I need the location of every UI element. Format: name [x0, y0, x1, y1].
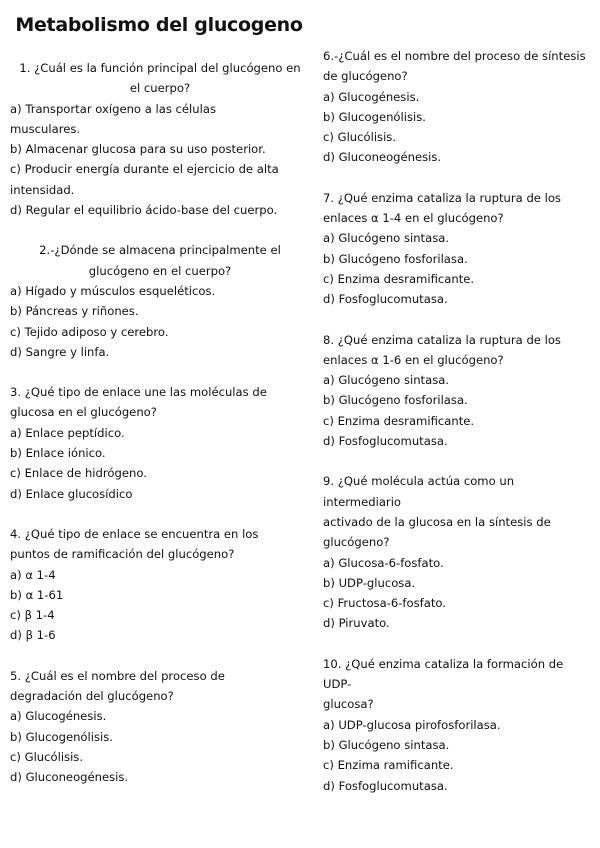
- question-block: [323, 330, 593, 452]
- answer-option: b) Glucógeno fosforilasa.: [323, 393, 468, 408]
- left-question-column: [10, 58, 310, 808]
- question-text: glucógeno?: [323, 535, 390, 550]
- answer-option: b) Enlace iónico.: [10, 446, 106, 461]
- question-text: 5. ¿Cuál es el nombre del proceso de: [10, 668, 225, 683]
- question-block: [10, 666, 310, 788]
- answer-option: b) Almacenar glucosa para su uso posterior.: [10, 142, 266, 157]
- answer-option: a) Enlace peptídico.: [10, 425, 125, 440]
- question-text: 4. ¿Qué tipo de enlace se encuentra en los: [10, 526, 259, 541]
- answer-option: d) Fosfoglucomutasa.: [323, 292, 448, 307]
- question-text: 9. ¿Qué molécula actúa como un intermediario: [323, 474, 518, 509]
- answer-option: b) Páncreas y riñones.: [10, 304, 139, 319]
- question-block: [10, 240, 310, 362]
- answer-option: a) Glucógeno sintasa.: [323, 231, 450, 246]
- answer-option: d) Piruvato.: [323, 616, 390, 631]
- answer-option: d) Enlace glucosídico: [10, 486, 133, 501]
- question-text: de glucógeno?: [323, 69, 408, 84]
- page-title: Metabolismo del glucogeno: [15, 14, 303, 36]
- answer-option: b) Glucógeno sintasa.: [323, 737, 450, 752]
- answer-option: c) Tejido adiposo y cerebro.: [10, 324, 169, 339]
- answer-option: c) Glucólisis.: [10, 749, 84, 764]
- question-text: 7. ¿Qué enzima cataliza la ruptura de los: [323, 190, 561, 205]
- answer-option: b) Glucogenólisis.: [10, 729, 113, 744]
- answer-option: b) UDP-glucosa.: [323, 575, 416, 590]
- question-text: 2.-¿Dónde se almacena principalmente el: [39, 243, 281, 258]
- answer-option: a) Glucógeno sintasa.: [323, 373, 450, 388]
- question-text: glucosa en el glucógeno?: [10, 405, 157, 420]
- question-text: degradación del glucógeno?: [10, 689, 174, 704]
- question-text: activado de la glucosa en la síntesis de: [323, 514, 551, 529]
- question-text: 3. ¿Qué tipo de enlace une las moléculas de: [10, 385, 267, 400]
- answer-option: a) Glucogénesis.: [10, 709, 107, 724]
- answer-option: b) α 1-61: [10, 587, 64, 602]
- answer-option: c) β 1-4: [10, 608, 55, 623]
- question-text: enlaces α 1-6 en el glucógeno?: [323, 352, 504, 367]
- question-block: [10, 382, 310, 504]
- question-text: enlaces α 1-4 en el glucógeno?: [323, 211, 504, 226]
- question-text: 6.-¿Cuál es el nombre del proceso de síntesis: [323, 49, 586, 63]
- answer-option: c) Enzima desramificante.: [323, 271, 475, 286]
- answer-option: c) Glucólisis.: [323, 130, 397, 145]
- answer-option: a) Glucosa-6-fosfato.: [323, 555, 444, 570]
- question-text: el cuerpo?: [129, 81, 191, 96]
- answer-option: c) Producir energía durante el ejercicio de alta: [10, 162, 279, 177]
- question-block: [323, 46, 593, 168]
- answer-option: c) Enlace de hidrógeno.: [10, 466, 147, 481]
- answer-option: a) α 1-4: [10, 567, 56, 582]
- question-text: puntos de ramificación del glucógeno?: [10, 547, 235, 562]
- answer-option: d) Gluconeogénesis.: [10, 770, 129, 785]
- answer-option: c) Enzima desramificante.: [323, 413, 475, 428]
- answer-option: musculares.: [10, 121, 81, 136]
- answer-option: intensidad.: [10, 182, 75, 197]
- answer-option: a) Glucogénesis.: [323, 89, 420, 104]
- answer-option: d) Fosfoglucomutasa.: [323, 434, 448, 449]
- question-text: 8. ¿Qué enzima cataliza la ruptura de los: [323, 332, 561, 347]
- question-block: [323, 471, 593, 633]
- question-text: 10. ¿Qué enzima cataliza la formación de UDP-: [323, 656, 567, 692]
- question-text: glucosa?: [323, 697, 374, 712]
- question-text: glucógeno en el cuerpo?: [88, 263, 232, 278]
- answer-option: d) Gluconeogénesis.: [323, 150, 442, 165]
- question-block: [323, 188, 593, 310]
- answer-option: a) Transportar oxígeno a las células: [10, 101, 216, 116]
- answer-option: d) Regular el equilibrio ácido-base del cuerpo.: [10, 203, 278, 218]
- question-block: [10, 524, 310, 646]
- right-question-column: [323, 46, 593, 816]
- answer-option: b) Glucogenólisis.: [323, 109, 426, 124]
- question-block: [323, 654, 593, 796]
- answer-option: b) Glucógeno fosforilasa.: [323, 251, 468, 266]
- answer-option: c) Enzima ramificante.: [323, 758, 454, 773]
- answer-option: a) Hígado y músculos esqueléticos.: [10, 283, 216, 298]
- question-text: 1. ¿Cuál es la función principal del glucógeno en: [19, 61, 301, 75]
- answer-option: a) UDP-glucosa pirofosforilasa.: [323, 717, 501, 732]
- answer-option: c) Fructosa-6-fosfato.: [323, 596, 446, 611]
- question-block: [10, 58, 310, 220]
- answer-option: d) β 1-6: [10, 628, 56, 643]
- answer-option: d) Fosfoglucomutasa.: [323, 778, 448, 793]
- answer-option: d) Sangre y linfa.: [10, 344, 110, 359]
